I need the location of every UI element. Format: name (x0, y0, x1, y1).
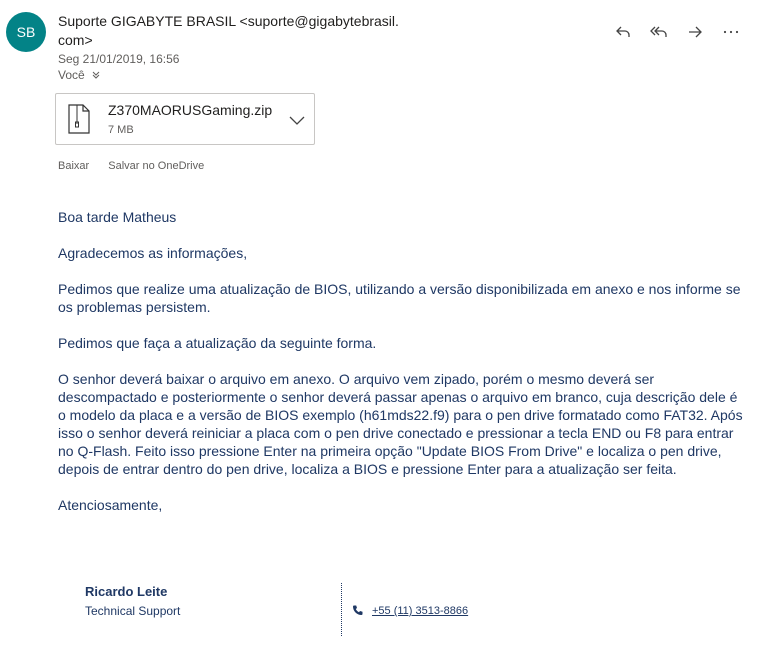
attachment-name[interactable]: Z370MAORUSGaming.zip (108, 102, 273, 118)
signature-phone-link[interactable]: +55 (11) 3513-8866 (372, 605, 469, 617)
attachment-size: 7 MB (108, 124, 134, 136)
forward-icon (686, 23, 704, 41)
avatar[interactable]: SB (6, 12, 46, 52)
signature-divider (341, 583, 342, 636)
download-link[interactable]: Baixar (58, 160, 90, 172)
message-body (58, 208, 748, 532)
more-actions-button[interactable] (713, 20, 749, 44)
chevron-double-down-icon[interactable] (91, 70, 101, 80)
reply-all-icon (649, 23, 669, 41)
body-paragraph: O senhor deverá baixar o arquivo em anexo. O arquivo vem zipado, porém o mesmo deverá ser descompactado e posteriormente o senhor deverá passar apenas o arquivo em branco, cuja descrição dele é o modelo da placa e a versão de BIOS exemplo (h61mds22.f9) para o pen drive formatado como FAT32. Após isso o senhor deverá reiniciar a placa com o pen drive conectado e pressionar a tecla END ou F8 para entrar no Q-Flash. Feito isso pressione Enter na primeira opção "Update BIOS From Drive" e localiza o pen drive, depois de entrar dentro do pen drive, localiza a BIOS e pressione Enter para a atualização ser feita. (58, 371, 743, 477)
body-paragraph: Pedimos que faça a atualização da seguinte forma. (58, 335, 377, 351)
reply-button[interactable] (605, 20, 641, 44)
message-actions (605, 20, 749, 44)
chevron-down-icon[interactable] (288, 114, 306, 126)
signature-role: Technical Support (85, 604, 181, 618)
zip-file-icon (66, 104, 92, 134)
phone-icon (352, 604, 364, 616)
recipient[interactable] (58, 68, 101, 82)
body-paragraph: Agradecemos as informações, (58, 245, 248, 261)
sender-address[interactable]: Suporte GIGABYTE BRASIL <suporte@gigabytebrasil.com> (58, 13, 399, 48)
greeting: Boa tarde Matheus (58, 209, 177, 225)
message-date: Seg 21/01/2019, 16:56 (58, 52, 180, 66)
reply-icon (614, 23, 632, 41)
save-onedrive-link[interactable]: Salvar no OneDrive (108, 160, 205, 172)
forward-button[interactable] (677, 20, 713, 44)
reply-all-button[interactable] (641, 20, 677, 44)
recipient-label: Você (58, 68, 85, 82)
closing: Atenciosamente, (58, 497, 163, 513)
more-icon (722, 23, 740, 41)
attachment-links (58, 160, 220, 172)
signature-name: Ricardo Leite (85, 584, 168, 599)
body-paragraph: Pedimos que realize uma atualização de BIOS, utilizando a versão disponibilizada em anexo e nos informe se os problemas persistem. (58, 281, 741, 315)
attachment-card[interactable] (55, 93, 315, 145)
